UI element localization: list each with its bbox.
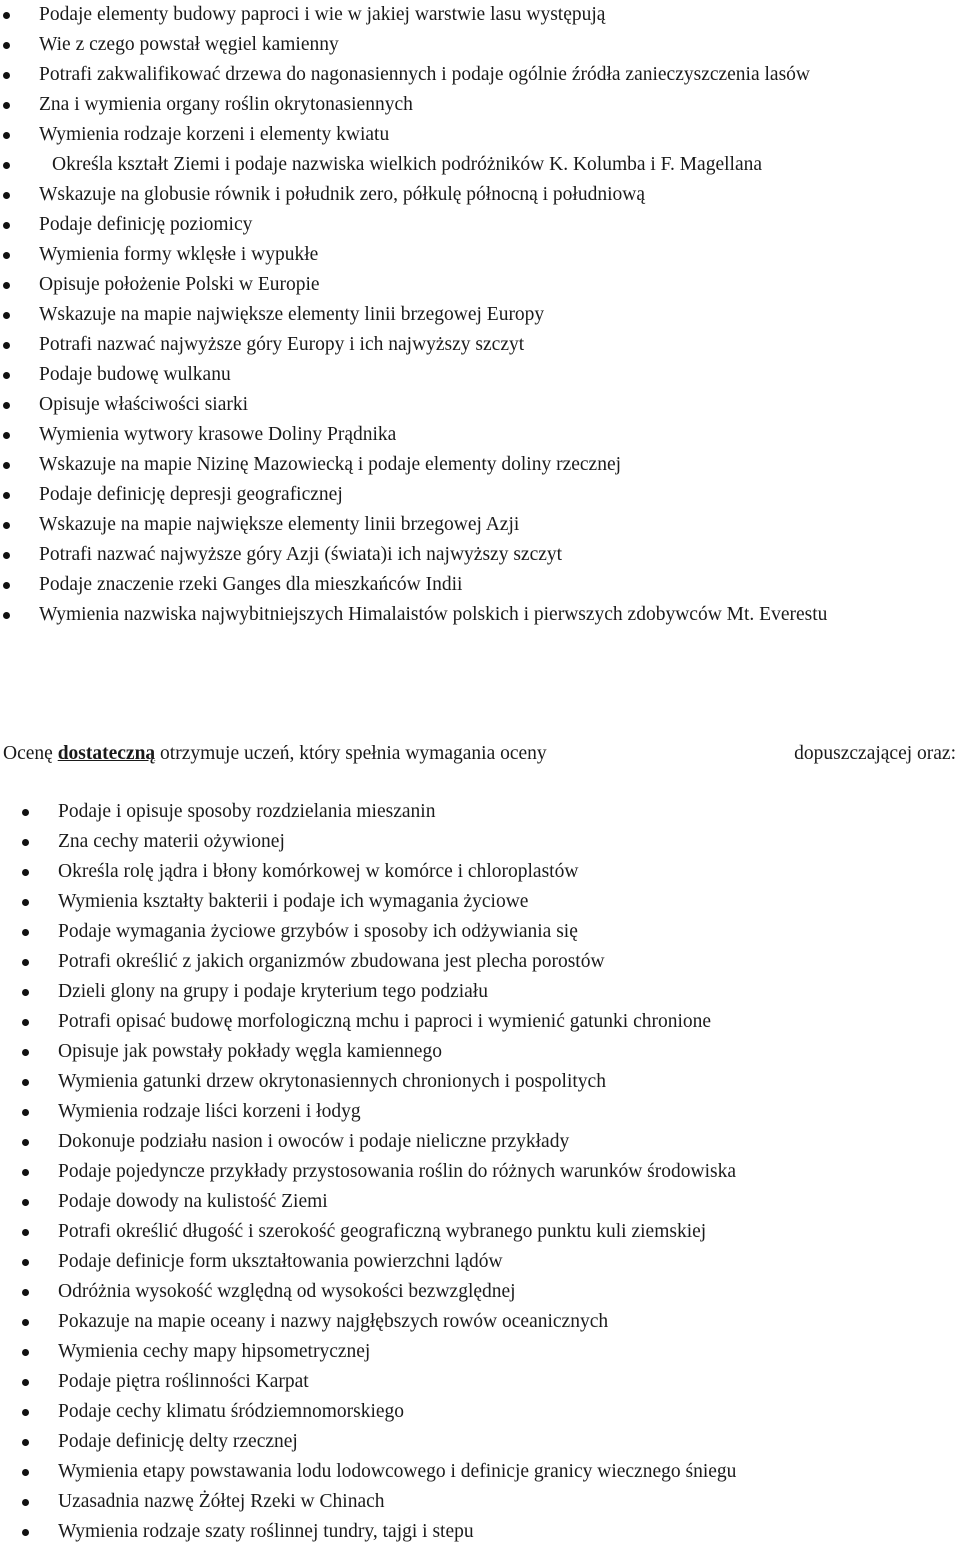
list-item	[0, 480, 960, 510]
list-item	[0, 570, 960, 600]
list-item-text: Podaje elementy budowy paproci i wie w jakiej warstwie lasu występują	[39, 4, 606, 25]
list-item	[0, 1457, 960, 1487]
bullet-icon	[22, 989, 29, 996]
list-item	[0, 857, 960, 887]
list-item-text: Potrafi nazwać najwyższe góry Europy i ich najwyższy szczyt	[39, 334, 525, 355]
list-item-text: Wymienia rodzaje szaty roślinnej tundry, tajgi i stepu	[58, 1521, 474, 1542]
list-item	[0, 360, 960, 390]
bullet-icon	[3, 132, 10, 139]
bullet-icon	[3, 432, 10, 439]
list-item	[0, 1367, 960, 1397]
list-item-text: Dokonuje podziału nasion i owoców i podaje nieliczne przykłady	[58, 1131, 570, 1152]
list-item	[0, 1187, 960, 1217]
bullet-icon	[22, 809, 29, 816]
list-item	[0, 1517, 960, 1547]
bullet-icon	[3, 12, 10, 19]
list-item-text: Odróżnia wysokość względną od wysokości bezwzględnej	[58, 1281, 516, 1302]
list-item-text: Opisuje właściwości siarki	[39, 394, 249, 415]
list-item	[0, 1247, 960, 1277]
list-item	[0, 600, 960, 630]
list-item-text: Wymienia nazwiska najwybitniejszych Himalaistów polskich i pierwszych zdobywców Mt. Everestu	[39, 604, 828, 625]
bullet-icon	[3, 312, 10, 319]
list-item	[0, 1277, 960, 1307]
list-item-text: Podaje definicję depresji geograficznej	[39, 484, 343, 505]
bullet-icon	[22, 1319, 29, 1326]
bullet-icon	[3, 192, 10, 199]
list-item	[0, 887, 960, 917]
grade-heading	[3, 740, 958, 768]
list-item	[0, 1127, 960, 1157]
grade-name-underlined: dostateczną	[57, 743, 156, 764]
list-item-text: Wskazuje na mapie największe elementy linii brzegowej Azji	[39, 514, 520, 535]
list-item-text: Podaje dowody na kulistość Ziemi	[58, 1191, 328, 1212]
list-item-text: Zna cechy materii ożywionej	[58, 831, 285, 852]
list-item	[0, 1067, 960, 1097]
bullet-icon	[22, 1409, 29, 1416]
list-item-text: Potrafi opisać budowę morfologiczną mchu i paproci i wymienić gatunki chronione	[58, 1011, 712, 1032]
list-item-text: Podaje znaczenie rzeki Ganges dla mieszkańców Indii	[39, 574, 463, 595]
list-item-text: Podaje wymagania życiowe grzybów i sposoby ich odżywiania się	[58, 921, 578, 942]
bullet-icon	[3, 492, 10, 499]
list-item-text: Podaje definicję poziomicy	[39, 214, 253, 235]
list-item	[0, 1487, 960, 1517]
list-item	[0, 60, 960, 90]
list-item	[0, 450, 960, 480]
list-item-text: Potrafi nazwać najwyższe góry Azji (świata)i ich najwyższy szczyt	[39, 544, 563, 565]
bullet-icon	[3, 222, 10, 229]
list-item-text: Pokazuje na mapie oceany i nazwy najgłębszych rowów oceanicznych	[58, 1311, 609, 1332]
bullet-icon	[22, 1049, 29, 1056]
list-item-text: Potrafi określić z jakich organizmów zbudowana jest plecha porostów	[58, 951, 605, 972]
bullet-icon	[22, 1499, 29, 1506]
bullet-icon	[22, 1289, 29, 1296]
list-item	[0, 210, 960, 240]
list-item	[0, 90, 960, 120]
list-item	[0, 1307, 960, 1337]
list-item	[0, 1427, 960, 1457]
list-item-text: Wskazuje na mapie Nizinę Mazowiecką i podaje elementy doliny rzecznej	[39, 454, 622, 475]
bullet-icon	[22, 1229, 29, 1236]
list-item	[0, 240, 960, 270]
list-item	[0, 30, 960, 60]
list-item	[0, 797, 960, 827]
bullet-icon	[22, 839, 29, 846]
bullet-icon	[22, 1379, 29, 1386]
list-item-text: Podaje definicję delty rzecznej	[58, 1431, 298, 1452]
bullet-icon	[3, 162, 10, 169]
bullet-icon	[22, 869, 29, 876]
bullet-icon	[3, 42, 10, 49]
bullet-icon	[3, 102, 10, 109]
list-item	[0, 120, 960, 150]
list-item-text: Określa rolę jądra i błony komórkowej w komórce i chloroplastów	[58, 861, 579, 882]
list-item-text: Wymienia cechy mapy hipsometrycznej	[58, 1341, 371, 1362]
bullet-icon	[22, 929, 29, 936]
list-item-text: Wymienia rodzaje liści korzeni i łodyg	[58, 1101, 361, 1122]
bullet-icon	[3, 372, 10, 379]
list-item	[0, 390, 960, 420]
list-item-text: Wie z czego powstał węgiel kamienny	[39, 34, 339, 55]
list-item	[0, 1397, 960, 1427]
list-item-text: Wymienia formy wklęsłe i wypukłe	[39, 244, 319, 265]
list-item-text: Dzieli glony na grupy i podaje kryterium tego podziału	[58, 981, 488, 1002]
bullet-icon	[22, 1439, 29, 1446]
list-item-text: Podaje cechy klimatu śródziemnomorskiego	[58, 1401, 405, 1422]
list-item	[0, 917, 960, 947]
list-item	[0, 180, 960, 210]
bullet-icon	[3, 552, 10, 559]
list-item	[0, 300, 960, 330]
list-item	[0, 1097, 960, 1127]
bullet-icon	[3, 462, 10, 469]
list-item-text: Wskazuje na globusie równik i południk zero, półkulę północną i południową	[39, 184, 645, 205]
bullet-icon	[3, 402, 10, 409]
list-item	[0, 330, 960, 360]
bullet-icon	[3, 282, 10, 289]
list-item	[0, 1037, 960, 1067]
list-item-text: Wymienia rodzaje korzeni i elementy kwiatu	[39, 124, 390, 145]
bullet-icon	[3, 612, 10, 619]
list-item	[0, 1337, 960, 1367]
bullet-icon	[22, 1079, 29, 1086]
list-item-text: Podaje budowę wulkanu	[39, 364, 231, 385]
bullet-icon	[3, 582, 10, 589]
bullet-icon	[22, 1169, 29, 1176]
list-item	[0, 150, 960, 180]
list-item-text: Podaje i opisuje sposoby rozdzielania mieszanin	[58, 801, 436, 822]
bullet-icon	[3, 252, 10, 259]
heading-text-right: dopuszczającej oraz:	[794, 743, 956, 764]
list-item	[0, 540, 960, 570]
bullet-icon	[22, 1259, 29, 1266]
bullet-icon	[22, 899, 29, 906]
list-item	[0, 0, 960, 30]
bullet-icon	[22, 1019, 29, 1026]
list-item-text: Uzasadnia nazwę Żółtej Rzeki w Chinach	[58, 1491, 385, 1512]
list-item-text: Zna i wymienia organy roślin okrytonasiennych	[39, 94, 413, 115]
list-item	[0, 510, 960, 540]
list-item	[0, 270, 960, 300]
bullet-icon	[22, 959, 29, 966]
list-item	[0, 1217, 960, 1247]
list-item-text: Potrafi określić długość i szerokość geograficzną wybranego punktu kuli ziemskiej	[58, 1221, 707, 1242]
list-item-text: Wymienia etapy powstawania lodu lodowcowego i definicje granicy wiecznego śniegu	[58, 1461, 737, 1482]
list-item-text: Podaje piętra roślinności Karpat	[58, 1371, 309, 1392]
list-item-text: Wymienia wytwory krasowe Doliny Prądnika	[39, 424, 397, 445]
list-item-text: Opisuje jak powstały pokłady węgla kamiennego	[58, 1041, 442, 1062]
list-item	[0, 947, 960, 977]
requirements-list-satisfactory	[0, 797, 960, 1547]
list-item-text: Określa kształt Ziemi i podaje nazwiska wielkich podróżników K. Kolumba i F. Magellana	[52, 154, 763, 175]
bullet-icon	[22, 1349, 29, 1356]
list-item-text: Wskazuje na mapie największe elementy linii brzegowej Europy	[39, 304, 545, 325]
bullet-icon	[22, 1139, 29, 1146]
list-item-text: Podaje pojedyncze przykłady przystosowania roślin do różnych warunków środowiska	[58, 1161, 736, 1182]
bullet-icon	[22, 1109, 29, 1116]
bullet-icon	[22, 1529, 29, 1536]
bullet-icon	[22, 1469, 29, 1476]
list-item	[0, 1007, 960, 1037]
bullet-icon	[3, 342, 10, 349]
list-item	[0, 1157, 960, 1187]
list-item-text: Podaje definicje form ukształtowania powierzchni lądów	[58, 1251, 503, 1272]
list-item-text: Opisuje położenie Polski w Europie	[39, 274, 320, 295]
bullet-icon	[3, 522, 10, 529]
list-item	[0, 827, 960, 857]
heading-text-after: otrzymuje uczeń, który spełnia wymagania oceny	[155, 743, 547, 764]
bullet-icon	[3, 72, 10, 79]
requirements-list-continued	[0, 0, 960, 630]
list-item-text: Wymienia gatunki drzew okrytonasiennych chronionych i pospolitych	[58, 1071, 606, 1092]
list-item-text: Potrafi zakwalifikować drzewa do nagonasiennych i podaje ogólnie źródła zanieczyszczenia lasów	[39, 64, 811, 85]
list-item	[0, 977, 960, 1007]
list-item-text: Wymienia kształty bakterii i podaje ich wymagania życiowe	[58, 891, 529, 912]
bullet-icon	[22, 1199, 29, 1206]
list-item	[0, 420, 960, 450]
heading-text-before: Ocenę	[3, 743, 58, 764]
